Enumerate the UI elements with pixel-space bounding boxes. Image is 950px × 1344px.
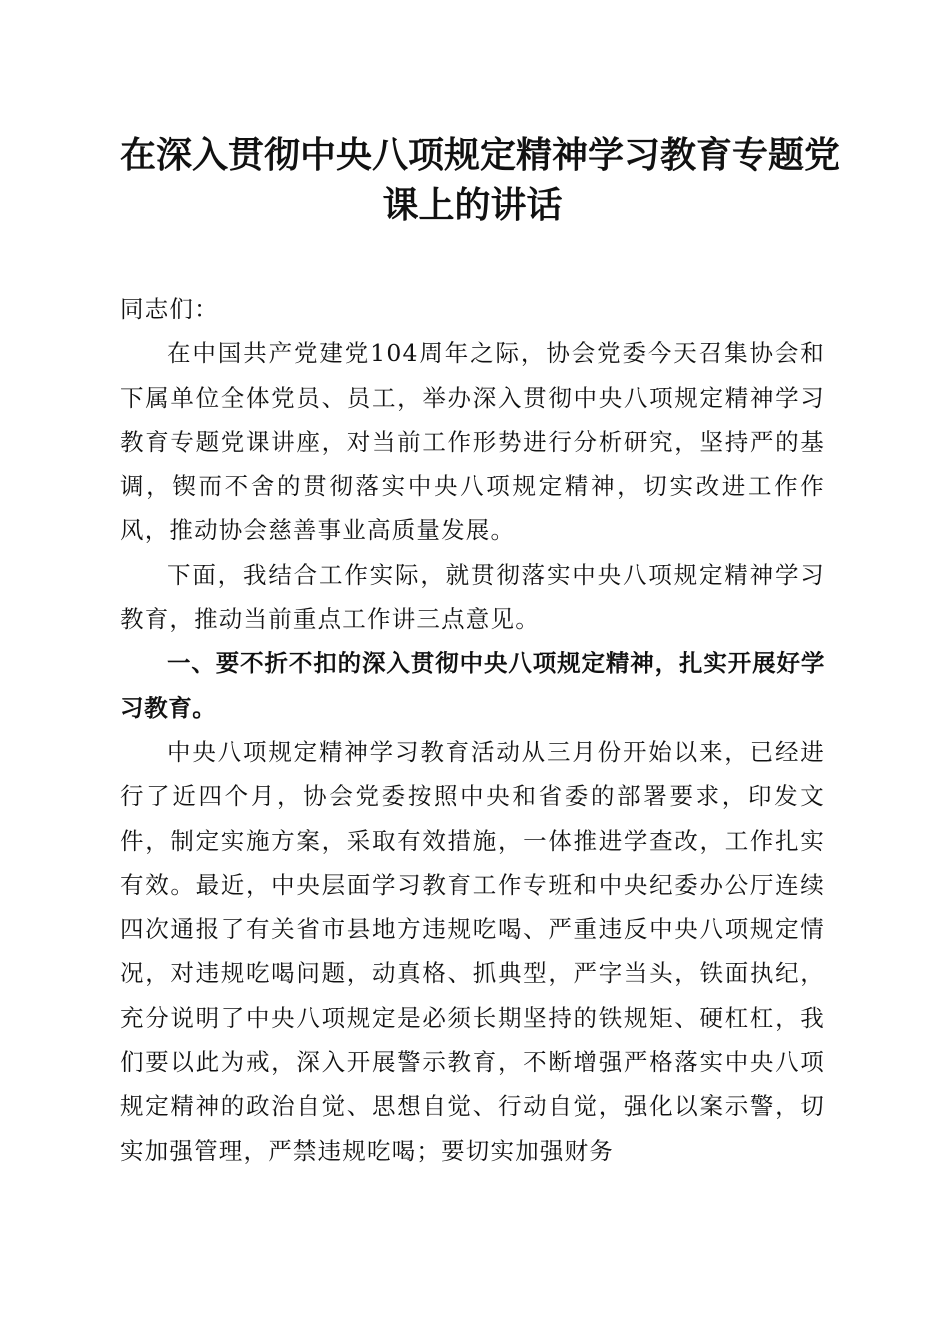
paragraph-section-1: 中央八项规定精神学习教育活动从三月份开始以来，已经进行了近四个月，协会党委按照中央和省委的部署要求，印发文件，制定实施方案，采取有效措施，一体推进学查改，工作扎实有效。最近，中央层面学习教育工作专班和中央纪委办公厅连续四次通报了有关省市县地方违规吃喝、严重违反中央八项规定情况，对违规吃喝问题，动真格、抓典型，严字当头，铁面执纪，充分说明了中央八项规定是必须长期坚持的铁规矩、硬杠杠，我们要以此为戒，深入开展警示教育，不断增强严格落实中央八项规定精神的政治自觉、思想自觉、行动自觉，强化以案示警，切实加强管理，严禁违规吃喝；要切实加强财务 bbox=[120, 737, 825, 1165]
section-heading-1: 一、要不折不扣的深入贯彻中央八项规定精神，扎实开展好学习教育。 bbox=[120, 649, 825, 722]
document-title bbox=[120, 130, 841, 230]
salutation: 同志们： bbox=[120, 295, 219, 323]
paragraph-intro: 在中国共产党建党104周年之际，协会党委今天召集协会和下属单位全体党员、员工，举办深入贯彻中央八项规定精神学习教育专题党课讲座，对当前工作形势进行分析研究，坚持严的基调，锲而不舍的贯彻落实中央八项规定精神，切实改进工作作风，推动协会慈善事业高质量发展。 bbox=[120, 339, 825, 545]
paragraph-overview: 下面，我结合工作实际，就贯彻落实中央八项规定精神学习教育，推动当前重点工作讲三点意见。 bbox=[120, 560, 825, 634]
title-line-1: 在深入贯彻中央八项规定精神学习教育专题党 bbox=[120, 134, 841, 176]
document-page bbox=[120, 130, 841, 1173]
title-line-2: 课上的讲话 bbox=[382, 184, 563, 226]
